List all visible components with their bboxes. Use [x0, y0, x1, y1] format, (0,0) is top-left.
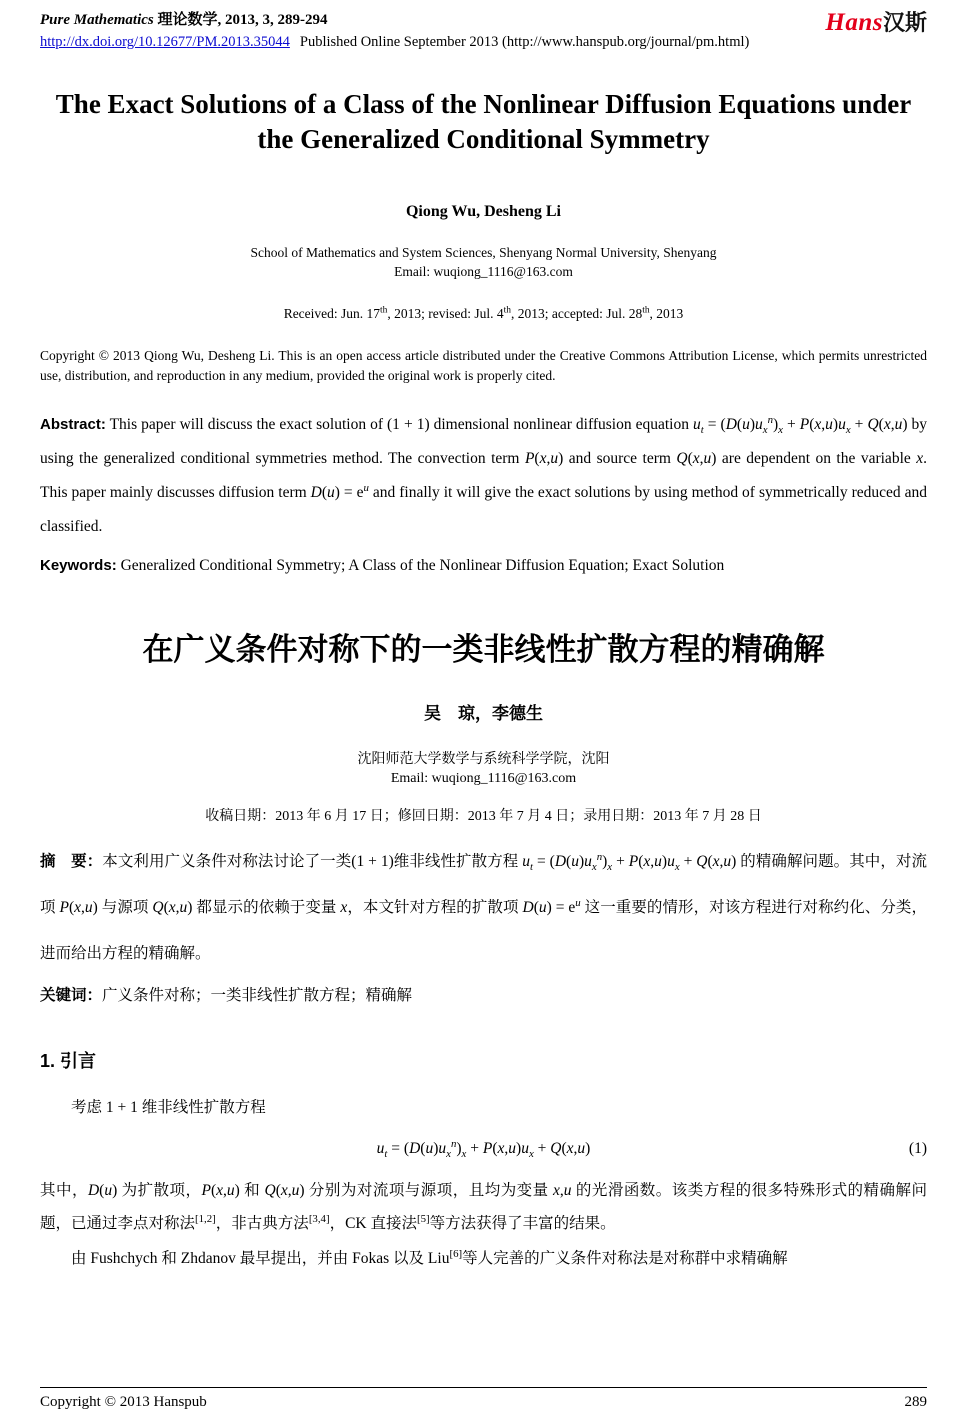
copyright-notice: Copyright © 2013 Qiong Wu, Desheng Li. This is an open access article distributed under the Creative Commons Attribution License, which permits unrestricted use, distribution, and reproduction in any medium, provided the original work is properly cited.: [40, 348, 927, 383]
email-chinese: Email: wuqiong_1116@163.com: [390, 771, 577, 786]
affiliation-english: School of Mathematics and System Sciences, Shenyang Normal University, Shenyang: [250, 245, 717, 260]
footer-copyright: Copyright © 2013 Hanspub: [40, 1394, 207, 1410]
authors-chinese: 吴 琼，李德生: [424, 704, 543, 723]
hans-logo: [825, 10, 927, 35]
keywords-chinese: 关键词：广义条件对称；一类非线性扩散方程；精确解: [40, 987, 413, 1004]
page-number: 289: [904, 1394, 927, 1410]
received-dates-english: Received: Jun. 17th, 2013; revised: Jul. 4th, 2013; accepted: Jul. 28th, 2013: [283, 305, 684, 321]
equation-1-number: (1): [908, 1140, 927, 1157]
received-dates-chinese: 收稿日期：2013 年 6 月 17 日；修回日期：2013 年 7 月 4 日；录用日期：2013 年 7 月 28 日: [205, 809, 762, 824]
section-1-paragraph-3: 由 Fushchych 和 Zhdanov 最早提出，并由 Fokas 以及 Liu[6]等人完善的广义条件对称法是对称群中求精确解: [71, 1247, 788, 1267]
page-header: [40, 8, 927, 51]
email-english: Email: wuqiong_1116@163.com: [394, 264, 573, 279]
published-info: Published Online September 2013 (http://www.hanspub.org/journal/pm.html): [299, 34, 750, 50]
header-left: [40, 8, 749, 51]
equation-1: [40, 1134, 927, 1164]
abstract-chinese: 摘 要：本文利用广义条件对称法讨论了一类(1 + 1)维非线性扩散方程 $u_t = (D(u)u_x^n)_x + P(x,u)u_x + Q(x,u)$ 的精确解问题。其中，对流项 P(x,u) 与源项 Q(x,u) 都显示的依赖于变量 x，本文针对方程的扩散项 $D(u) = e^u$ 这一重要的情形，对该方程进行对称约化、分类，进而给出方程的精确解。: [40, 850, 927, 962]
section-1-heading: 1. 引言: [40, 1051, 97, 1071]
abstract-english: Abstract: This paper will discuss the exact solution of (1 + 1) dimensional nonlinear diffusion equation $u_t = (D(u)u_x^n)_x + P(x,u)u_x + Q(x,u)$ by using the generalized conditional symmetries method. The convection term P(x,u) and source term Q(x,u) are dependent on the variable x. This paper mainly discusses diffusion term $D(u) = e^u$ and finally it will give the exact solutions by using method of symmetrically reduced and classified.: [40, 413, 927, 535]
doi-line: [40, 34, 749, 51]
keywords-english: Keywords: Generalized Conditional Symmetry; A Class of the Nonlinear Diffusion Equation; Exact Solution: [40, 557, 725, 574]
affiliation-chinese: 沈阳师范大学数学与系统科学学院，沈阳: [357, 752, 610, 767]
authors-english: Qiong Wu, Desheng Li: [405, 203, 561, 220]
hans-logo-cn-text: 汉斯: [882, 10, 927, 35]
doi-link[interactable]: http://dx.doi.org/10.12677/PM.2013.35044: [40, 34, 290, 50]
section-1-paragraph-1: 考虑 1 + 1 维非线性扩散方程: [71, 1099, 266, 1116]
paper-title-english: The Exact Solutions of a Class of the Nonlinear Diffusion Equations under the Generalized Conditional Symmetry: [55, 89, 912, 154]
hans-logo-text: Hans: [825, 9, 883, 36]
journal-title-line: Pure Mathematics 理论数学, 2013, 3, 289-294: [40, 12, 328, 28]
section-1-paragraph-2: 其中，D(u) 为扩散项，P(x,u) 和 Q(x,u) 分别为对流项与源项，且均为变量 x,u 的光滑函数。该类方程的很多特殊形式的精确解问题，已通过李点对称法[1,2]，非古典方法[3,4]，CK 直接法[5]等方法获得了丰富的结果。: [40, 1182, 927, 1232]
paper-title-chinese: 在广义条件对称下的一类非线性扩散方程的精确解: [142, 632, 825, 667]
page-footer: [40, 1387, 927, 1411]
equation-1-math: $u_t = (D(u)u_x^n)_x + P(x,u)u_x + Q(x,u)$: [376, 1137, 591, 1161]
